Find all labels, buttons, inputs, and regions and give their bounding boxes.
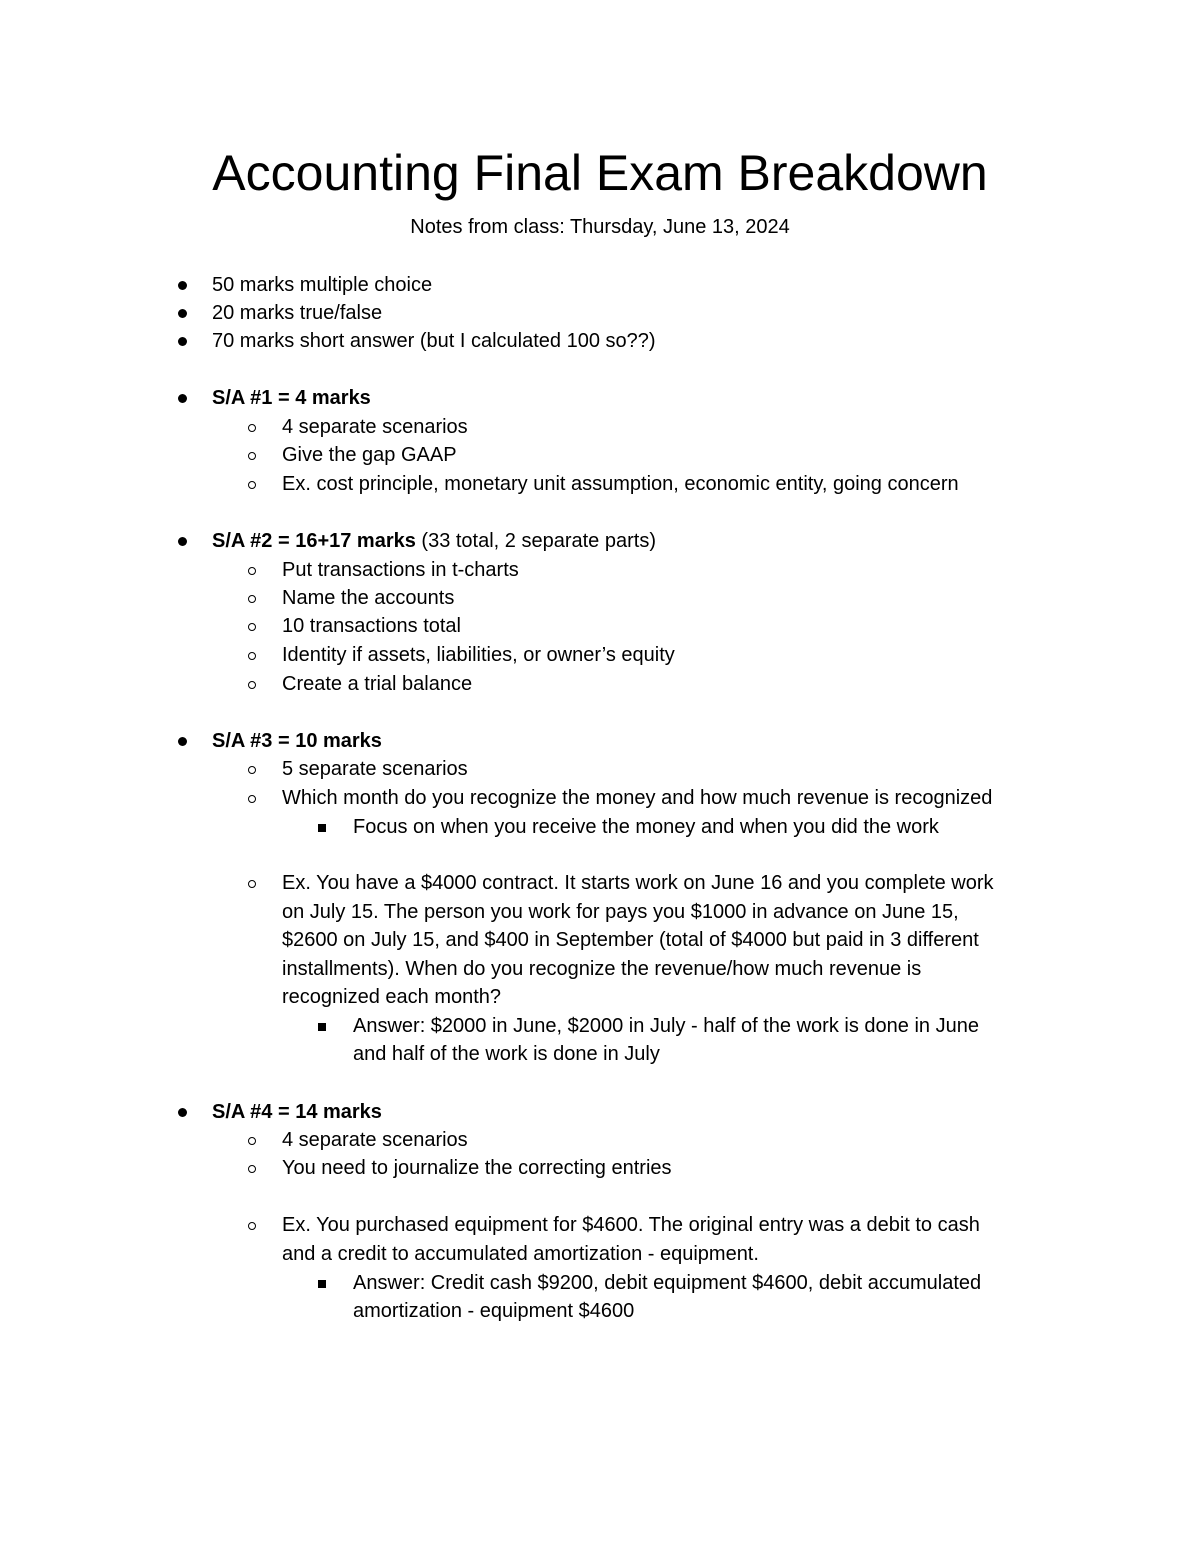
answer-line: Answer: Credit cash $9200, debit equipment $4600, debit accumulated (353, 1272, 982, 1294)
bullet-disc-icon (178, 394, 187, 403)
section-heading-sa2-bold: S/A #2 = 16+17 marks (212, 530, 416, 552)
list-item: Which month do you recognize the money and how much revenue is recognized (282, 787, 993, 809)
list-item: 4 separate scenarios (282, 1129, 468, 1151)
bullet-circle-icon (248, 795, 256, 803)
page-subtitle: Notes from class: Thursday, June 13, 2024 (410, 216, 790, 238)
bullet-circle-icon (248, 481, 256, 489)
bullet-disc-icon (178, 309, 187, 318)
example-line: on July 15. The person you work for pays you $1000 in advance on June 15, (282, 901, 959, 923)
list-item: Ex. cost principle, monetary unit assumption, economic entity, going concern (282, 473, 959, 495)
list-item: 70 marks short answer (but I calculated 100 so??) (212, 330, 656, 352)
example-line: Ex. You purchased equipment for $4600. The original entry was a debit to cash (282, 1214, 980, 1236)
bullet-circle-icon (248, 623, 256, 631)
list-item: 50 marks multiple choice (212, 274, 433, 296)
bullet-circle-icon (248, 880, 256, 888)
list-item: Identity if assets, liabilities, or owner’s equity (282, 644, 675, 666)
section-heading-sa2-note: (33 total, 2 separate parts) (415, 530, 656, 552)
answer-line: and half of the work is done in July (353, 1043, 660, 1065)
bullet-disc-icon (178, 281, 187, 290)
bullet-circle-icon (248, 681, 256, 689)
bullet-circle-icon (248, 452, 256, 460)
bullet-square-icon (318, 824, 326, 832)
bullet-disc-icon (178, 737, 187, 746)
section-heading-sa3: S/A #3 = 10 marks (212, 730, 382, 752)
list-item: Give the gap GAAP (282, 444, 457, 466)
bullet-circle-icon (248, 1222, 256, 1230)
answer-line: Answer: $2000 in June, $2000 in July - half of the work is done in June (353, 1015, 979, 1037)
section-heading-sa4: S/A #4 = 14 marks (212, 1101, 382, 1123)
section-heading-sa1: S/A #1 = 4 marks (212, 387, 371, 409)
list-item: 5 separate scenarios (282, 758, 468, 780)
bullet-square-icon (318, 1023, 326, 1031)
bullet-square-icon (318, 1280, 326, 1288)
answer-line: amortization - equipment $4600 (353, 1300, 635, 1322)
list-item: Put transactions in t-charts (282, 559, 519, 581)
example-line: $2600 on July 15, and $400 in September (total of $4000 but paid in 3 different (282, 929, 979, 951)
bullet-disc-icon (178, 1108, 187, 1117)
bullet-circle-icon (248, 567, 256, 575)
list-item: You need to journalize the correcting entries (282, 1157, 672, 1179)
example-line: recognized each month? (282, 986, 502, 1008)
bullet-circle-icon (248, 595, 256, 603)
list-item: Focus on when you receive the money and when you did the work (353, 816, 939, 838)
bullet-circle-icon (248, 766, 256, 774)
example-line: Ex. You have a $4000 contract. It starts work on June 16 and you complete work (282, 872, 994, 894)
bullet-circle-icon (248, 1137, 256, 1145)
bullet-disc-icon (178, 537, 187, 546)
list-item: 4 separate scenarios (282, 416, 468, 438)
bullet-circle-icon (248, 1165, 256, 1173)
bullet-circle-icon (248, 652, 256, 660)
list-item: Name the accounts (282, 587, 455, 609)
example-line: installments). When do you recognize the revenue/how much revenue is (282, 958, 922, 980)
bullet-circle-icon (248, 424, 256, 432)
example-line: and a credit to accumulated amortization - equipment. (282, 1243, 759, 1265)
bullet-disc-icon (178, 337, 187, 346)
list-item: 10 transactions total (282, 615, 461, 637)
list-item: 20 marks true/false (212, 302, 383, 324)
list-item: Create a trial balance (282, 673, 473, 695)
page-title: Accounting Final Exam Breakdown (212, 145, 988, 201)
section-heading-sa2 (212, 527, 656, 555)
